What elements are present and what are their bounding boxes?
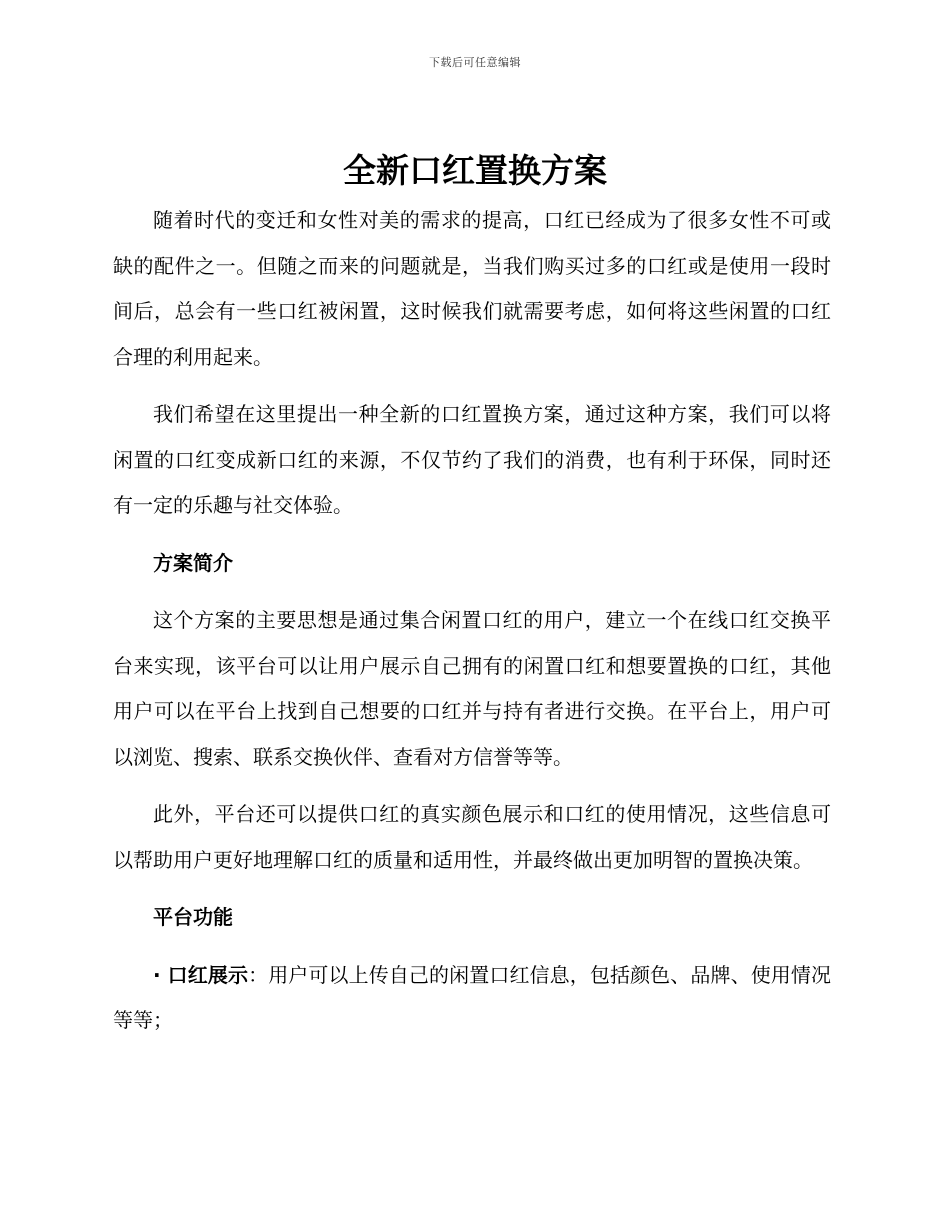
intro-paragraph-1: 随着时代的变迁和女性对美的需求的提高，口红已经成为了很多女性不可或缺的配件之一。但随之而来的问题就是，当我们购买过多的口红或是使用一段时间后，总会有一些口红被闲置，这时候我们就需要考虑，如何将这些闲置的口红合理的利用起来。 [113, 208, 831, 369]
document-title: 全新口红置换方案 [343, 151, 607, 190]
feature-bullet-label: · 口红展示 [153, 962, 249, 987]
section-heading-overview: 方案简介 [153, 550, 233, 575]
feature-bullet-text: ：用户可以上传自己的闲置口红信息，包括颜色、品牌、使用情况等等； [113, 962, 832, 1032]
page-header-note: 下载后可任意编辑 [429, 56, 521, 69]
document-body [113, 198, 831, 1056]
feature-bullet-display [113, 953, 831, 1044]
intro-paragraph-2: 我们希望在这里提出一种全新的口红置换方案，通过这种方案，我们可以将闲置的口红变成新口红的来源，不仅节约了我们的消费，也有利于环保，同时还有一定的乐趣与社交体验。 [113, 402, 831, 517]
overview-paragraph-2: 此外，平台还可以提供口红的真实颜色展示和口红的使用情况，这些信息可以帮助用户更好地理解口红的质量和适用性，并最终做出更加明智的置换决策。 [113, 802, 831, 872]
section-heading-features: 平台功能 [153, 905, 233, 929]
overview-paragraph-1: 这个方案的主要思想是通过集合闲置口红的用户，建立一个在线口红交换平台来实现，该平台可以让用户展示自己拥有的闲置口红和想要置换的口红，其他用户可以在平台上找到自己想要的口红并与持有者进行交换。在平台上，用户可以浏览、搜索、联系交换伙伴、查看对方信誉等等。 [113, 608, 831, 769]
